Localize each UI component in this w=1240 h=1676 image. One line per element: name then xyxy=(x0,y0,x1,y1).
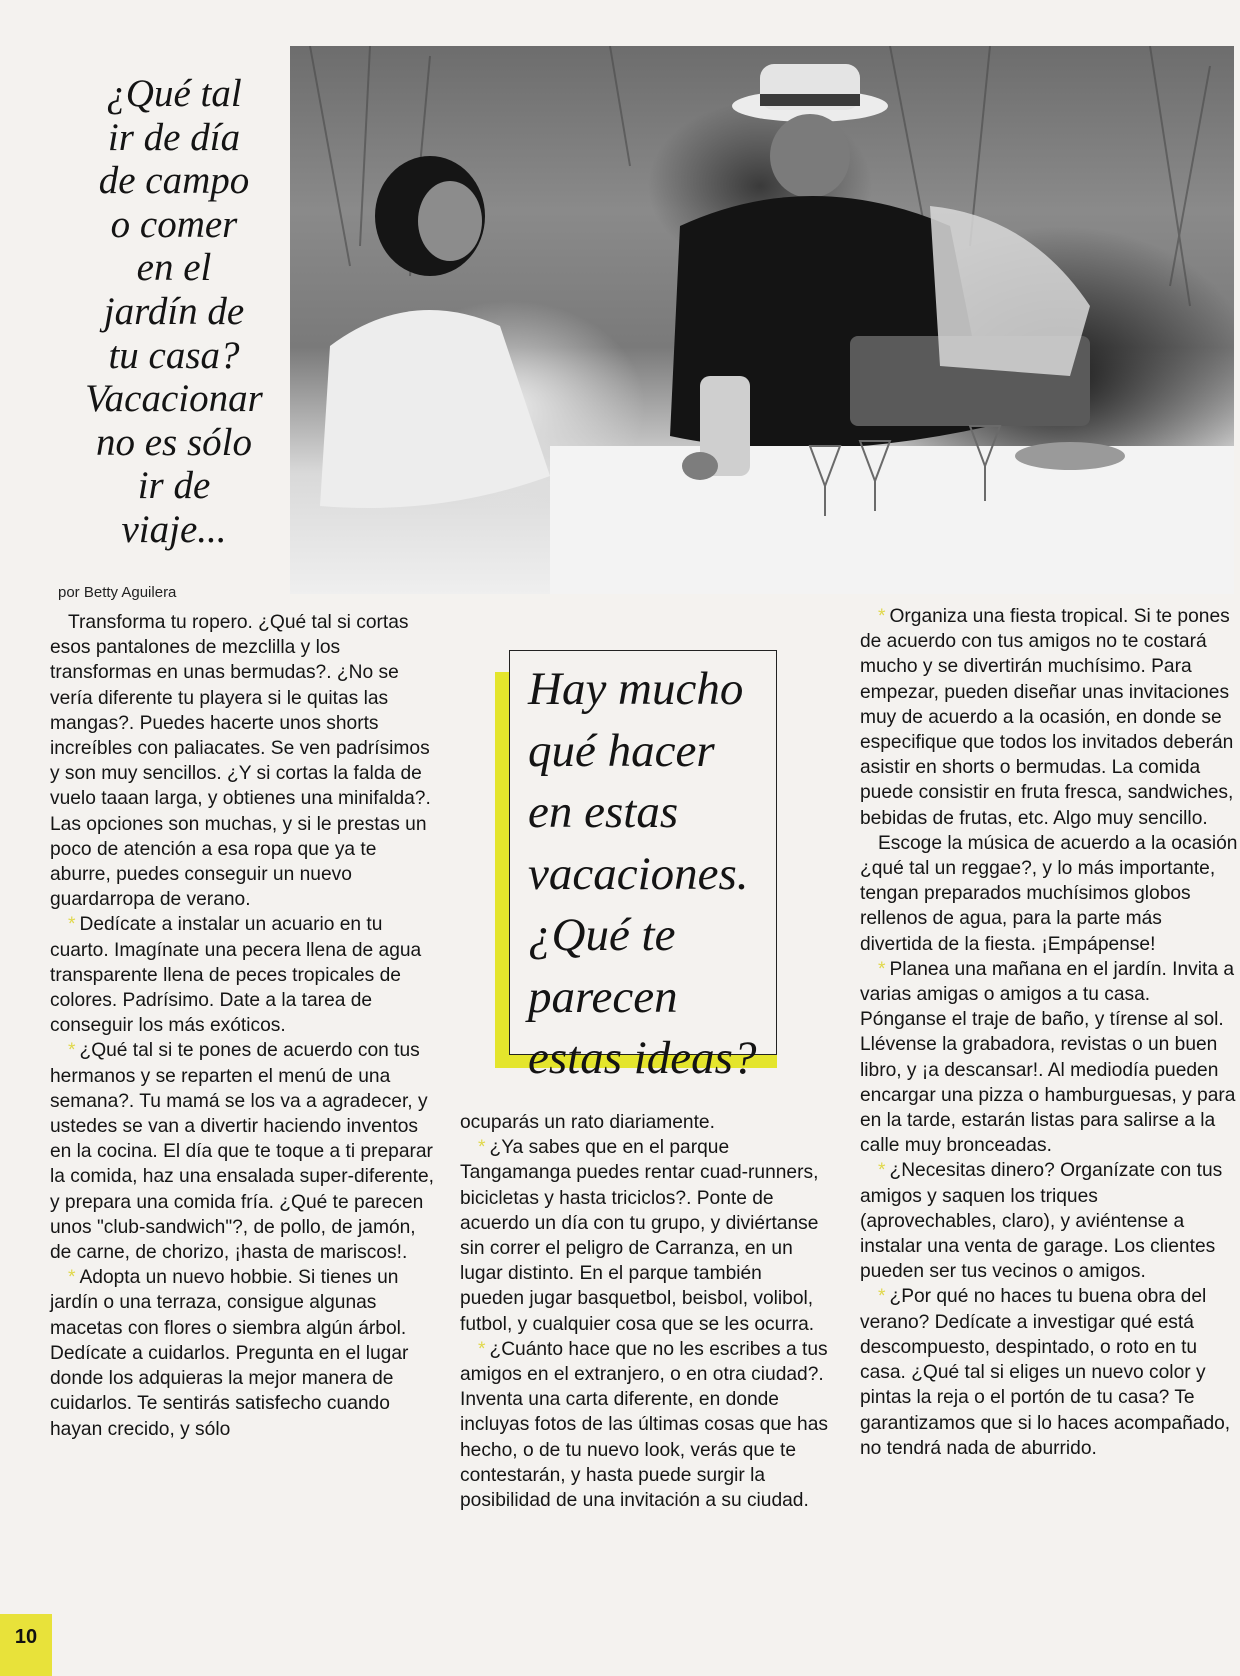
star-bullet-icon: * xyxy=(878,606,886,627)
star-bullet-icon: * xyxy=(68,1040,76,1062)
fruit xyxy=(682,452,718,480)
bullet-paragraph xyxy=(860,957,1238,1159)
paragraph-text: ¿Por qué no haces tu buena obra del verano? Dedícate a investigar qué está descompuesto, despintado, o roto en tu casa. ¿Qué tal si eliges un nuevo color y pintas la reja o el portón de tu casa? Te garantizamos que si lo haces acompañado, no tendrá nada de aburrido. xyxy=(860,1286,1231,1459)
star-bullet-icon: * xyxy=(878,1286,886,1308)
paragraph: ocuparás un rato diariamente. xyxy=(460,1112,715,1133)
bullet-paragraph xyxy=(860,604,1238,831)
headline: ¿Qué tal ir de día de campo o comer en el jardín de tu casa? Vacacionar no es sólo ir de viaje... xyxy=(85,72,263,551)
bullet-paragraph xyxy=(860,1284,1238,1460)
star-bullet-icon: * xyxy=(878,1160,886,1182)
bullet-paragraph xyxy=(460,1337,830,1513)
article-column-3 xyxy=(860,604,1238,1461)
paragraph-text: ¿Ya sabes que en el parque Tangamanga puedes rentar cuad-runners, bicicletas y hasta triciclos?. Ponte de acuerdo un día con tu grupo, y diviértanse sin correr el peligro de Carranza, en un lugar distinto. En el parque también pueden jugar basquetbol, beisbol, volibol, futbol, y cualquier cosa que se les ocurra. xyxy=(460,1137,819,1335)
bullet-paragraph xyxy=(50,1265,435,1441)
star-bullet-icon: * xyxy=(478,1137,486,1159)
paragraph-text: Adopta un nuevo hobbie. Si tienes un jardín o una terraza, consigue algunas macetas con flores o siembra algún árbol. Dedícate a cuidarlos. Pregunta en el lugar donde los adquieras la mejor manera de cuidarlos. Te sentirás satisfecho cuando hayan crecido, y sólo xyxy=(50,1267,409,1440)
page-number: 10 xyxy=(0,1614,52,1676)
paragraph-text: Dedícate a instalar un acuario en tu cuarto. Imagínate una pecera llena de agua transparente llena de peces tropicales de colores. Padrísimo. Date a la tarea de conseguir los más exóticos. xyxy=(50,914,422,1037)
pull-quote xyxy=(495,650,777,1084)
bullet-paragraph xyxy=(860,1158,1238,1284)
woman-blouse xyxy=(320,310,550,508)
picnic-photo-drawing xyxy=(290,46,1234,594)
byline: por Betty Aguilera xyxy=(58,584,177,601)
paragraph-text: Organiza una fiesta tropical. Si te pones de acuerdo con tus amigos no te costará mucho y se divertirán muchísimo. Para empezar, pueden diseñar unas invitaciones muy de acuerdo a la ocasión, en donde se especifique que todos los invitados deberán asistir en shorts o bermudas. La comida puede consistir en fruta fresca, sandwiches, bebidas de frutas, etc. Algo muy sencillo. xyxy=(860,606,1234,829)
paragraph-text: ¿Cuánto hace que no les escribes a tus amigos en el extranjero, o en otra ciudad?. Inventa una carta diferente, en donde incluyas fotos de las últimas cosas que has hecho, o de tu nuevo look, verás que te contestarán, y hasta puede surgir la posibilidad de una invitación a su ciudad. xyxy=(460,1338,828,1512)
picnic-couple-photo xyxy=(290,46,1234,594)
paragraph-text: ¿Qué tal si te pones de acuerdo con tus hermanos y se reparten el menú de una semana?. Tu mamá se los va a agradecer, y ustedes se van a divertir haciendo inventos en la cocina. El día que te toque a ti preparar la comida, haz una ensalada super-diferente, y prepara una comida fría. ¿Qué te parecen unos "club-sandwich"?, de pollo, de jamón, de carne, de chorizo, ¡hasta de mariscos!. xyxy=(50,1040,434,1264)
man-hat-band xyxy=(760,94,860,106)
pull-quote-text: Hay mucho qué hacer en estas vacaciones. ¿Qué te parecen estas ideas? xyxy=(509,650,777,1055)
star-bullet-icon: * xyxy=(478,1338,486,1360)
paragraph: Transforma tu ropero. ¿Qué tal si cortas esos pantalones de mezclilla y los transformas en unas bermudas?. ¿No se vería diferente tu playera si le quitas las mangas?. Puedes hacerte unos shorts increíbles con paliacates. Se ven padrísimos y son muy sencillos. ¿Y si cortas la falda de vuelo taaan larga, y obtienes una minifalda?. Las opciones son muchas, y si le prestas un poco de atención a esa ropa que ya te aburre, puedes conseguir un nuevo guardarropa de verano. xyxy=(50,612,431,911)
paragraph-text: ¿Necesitas dinero? Organízate con tus amigos y saquen los triques (aprovechables, claro), y aviéntense a instalar una venta de garage. Los clientes pueden ser tus vecinos o amigos. xyxy=(860,1160,1223,1283)
paragraph: Escoge la música de acuerdo a la ocasión ¿qué tal un reggae?, y lo más importante, tengan preparados muchísimos globos rellenos de agua, para la parte más divertida de la fiesta. ¡Empápense! xyxy=(860,832,1238,955)
white-cloth xyxy=(930,206,1090,376)
article-column-1 xyxy=(50,610,435,1442)
man-face xyxy=(770,114,850,198)
bullet-paragraph xyxy=(50,1038,435,1265)
bullet-paragraph xyxy=(50,912,435,1038)
paragraph-text: Planea una mañana en el jardín. Invita a varias amigas o amigos a tu casa. Pónganse el traje de baño, y tírense al sol. Llévense la grabadora, revistas o un buen libro, y ¡a descansar!. Al mediodía pueden encargar una pizza o hamburguesas, y para en la tarde, estarán listas para salirse a la calle muy bronceadas. xyxy=(860,958,1236,1157)
article-column-2 xyxy=(460,1110,830,1513)
star-bullet-icon: * xyxy=(68,914,76,936)
bullet-paragraph xyxy=(460,1135,830,1337)
star-bullet-icon: * xyxy=(878,958,886,980)
star-bullet-icon: * xyxy=(68,1267,76,1289)
woman-face xyxy=(418,181,482,261)
picnic-blanket xyxy=(550,446,1234,594)
plate xyxy=(1015,442,1125,470)
